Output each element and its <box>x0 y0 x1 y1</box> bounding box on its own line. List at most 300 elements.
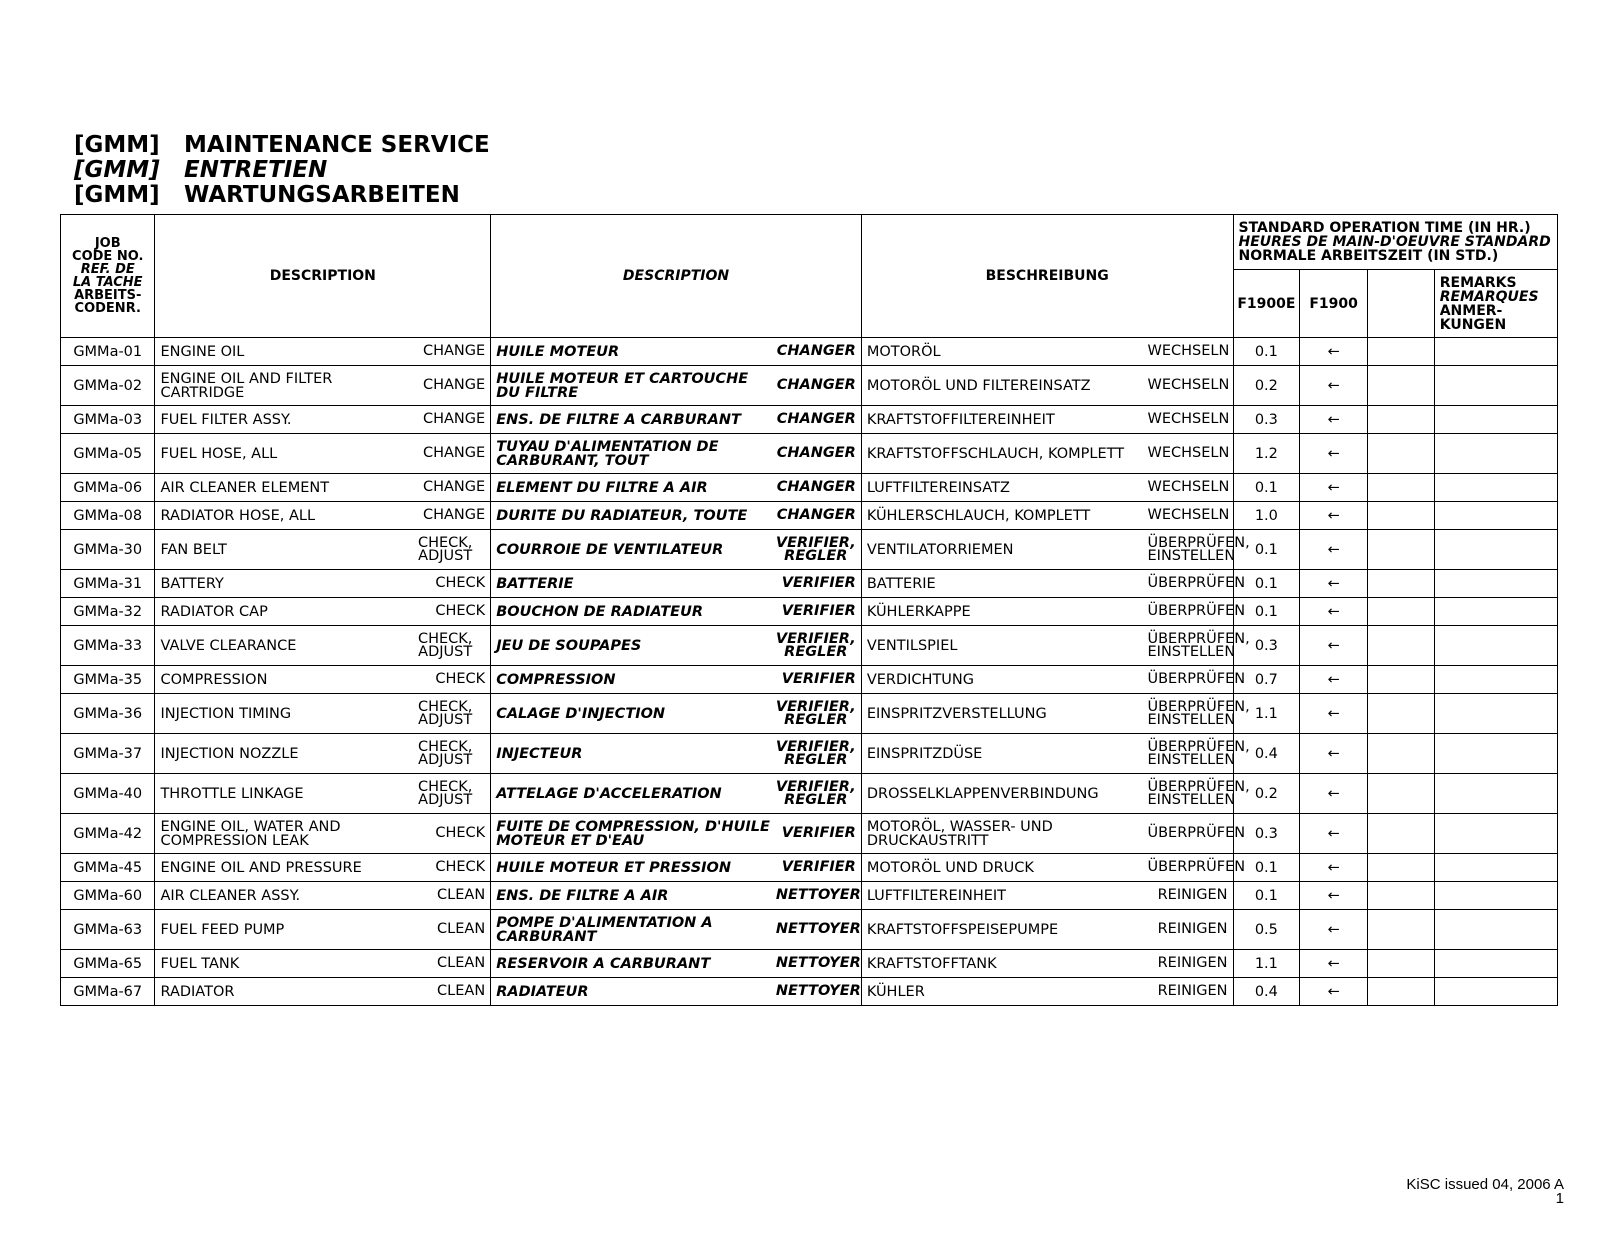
blank-cell <box>1367 978 1434 1006</box>
action-de: WECHSELN <box>1147 445 1230 461</box>
blank-cell <box>1367 854 1434 882</box>
desc-en-cell <box>155 694 491 734</box>
same-as-arrow-icon: ← <box>1300 694 1368 734</box>
desc-en-cell <box>155 338 491 366</box>
desc-fr: CALAGE D'INJECTION <box>496 705 666 722</box>
action-fr: VERIFIER, REGLER <box>775 698 856 728</box>
desc-de: KRAFTSTOFFTANK <box>866 955 997 972</box>
desc-fr-cell <box>491 406 862 434</box>
desc-de-cell <box>861 814 1246 854</box>
time-f1900e: 0.2 <box>1233 774 1300 814</box>
desc-en-cell <box>155 366 491 406</box>
action-fr: VERIFIER, REGLER <box>775 630 856 660</box>
desc-en: INJECTION NOZZLE <box>160 745 299 762</box>
table-row <box>61 406 1558 434</box>
action-fr: CHANGER <box>776 445 856 461</box>
table-row <box>61 502 1558 530</box>
action-fr: NETTOYER <box>775 983 861 999</box>
desc-fr-cell <box>491 598 862 626</box>
action-fr: VERIFIER <box>781 859 856 875</box>
desc-de: LUFTFILTEREINSATZ <box>866 479 1010 496</box>
time-f1900e: 0.3 <box>1233 406 1300 434</box>
table-row <box>61 882 1558 910</box>
desc-fr: ENS. DE FILTRE A AIR <box>496 887 669 904</box>
desc-en: RADIATOR <box>160 983 235 1000</box>
job-code: GMMa-32 <box>61 598 155 626</box>
remarks-cell <box>1434 626 1557 666</box>
action-en: CHANGE <box>422 507 486 523</box>
desc-en: ENGINE OIL <box>160 343 245 360</box>
desc-fr-cell <box>491 814 862 854</box>
action-fr: CHANGER <box>776 479 856 495</box>
maintenance-table <box>60 214 1558 1006</box>
desc-de: MOTORÖL UND FILTEREINSATZ <box>866 377 1091 394</box>
action-fr: VERIFIER <box>781 671 856 687</box>
desc-de-cell <box>861 694 1250 734</box>
desc-fr: INJECTEUR <box>496 745 583 762</box>
action-de: WECHSELN <box>1147 507 1230 523</box>
blank-cell <box>1367 406 1434 434</box>
job-code: GMMa-40 <box>61 774 155 814</box>
desc-fr: HUILE MOTEUR ET PRESSION <box>496 859 731 876</box>
desc-fr-cell <box>491 910 862 950</box>
job-code: GMMa-05 <box>61 434 155 474</box>
table-row <box>61 814 1558 854</box>
remarks-cell <box>1434 774 1557 814</box>
desc-en-cell <box>155 882 491 910</box>
desc-de: BATTERIE <box>866 575 936 592</box>
action-de: REINIGEN <box>1157 983 1228 999</box>
action-fr: VERIFIER <box>781 575 856 591</box>
desc-de-cell <box>861 734 1250 774</box>
time-f1900e: 0.4 <box>1233 734 1300 774</box>
page-number: 1 <box>1555 1190 1564 1207</box>
remarks-cell <box>1434 598 1557 626</box>
action-de: ÜBERPRÜFEN, EINSTELLEN <box>1147 534 1250 564</box>
action-fr: NETTOYER <box>775 921 861 937</box>
desc-fr: COMPRESSION <box>496 671 616 688</box>
action-en: CHECK, ADJUST <box>417 738 473 768</box>
desc-fr: DURITE DU RADIATEUR, TOUTE <box>496 507 748 524</box>
action-en: CHANGE <box>422 343 486 359</box>
desc-de: KRAFTSTOFFILTEREINHEIT <box>866 411 1055 428</box>
desc-fr: FUITE DE COMPRESSION, D'HUILE MOTEUR ET D'EAU <box>496 818 770 849</box>
same-as-arrow-icon: ← <box>1300 474 1368 502</box>
desc-de-cell <box>861 950 1233 978</box>
action-de: ÜBERPRÜFEN, EINSTELLEN <box>1147 630 1250 660</box>
title-text: ENTRETIEN <box>184 157 328 183</box>
time-f1900e: 0.3 <box>1233 626 1300 666</box>
time-f1900e: 1.2 <box>1233 434 1300 474</box>
blank-cell <box>1367 774 1434 814</box>
action-fr: VERIFIER, REGLER <box>775 778 856 808</box>
desc-fr-cell <box>491 366 862 406</box>
action-de: ÜBERPRÜFEN, EINSTELLEN <box>1147 698 1250 728</box>
blank-cell <box>1367 570 1434 598</box>
desc-fr: POMPE D'ALIMENTATION A CARBURANT <box>496 914 713 945</box>
time-f1900e: 0.1 <box>1233 854 1300 882</box>
remarks-cell <box>1434 570 1557 598</box>
table-row <box>61 774 1558 814</box>
header-remarks: REMARKS REMARQUES ANMER- KUNGEN <box>1434 270 1557 338</box>
desc-fr: BATTERIE <box>496 575 574 592</box>
desc-fr-cell <box>491 978 862 1006</box>
action-de: REINIGEN <box>1157 921 1228 937</box>
table-row <box>61 734 1558 774</box>
desc-en-cell <box>155 626 491 666</box>
desc-de-cell <box>861 366 1233 406</box>
desc-en: BATTERY <box>160 575 224 592</box>
desc-en-cell <box>155 854 491 882</box>
desc-fr-cell <box>491 338 862 366</box>
job-code: GMMa-03 <box>61 406 155 434</box>
header-desc-fr: DESCRIPTION <box>491 215 862 338</box>
same-as-arrow-icon: ← <box>1300 570 1368 598</box>
title-text: MAINTENANCE SERVICE <box>184 132 490 158</box>
action-fr: CHANGER <box>776 377 856 393</box>
job-code: GMMa-35 <box>61 666 155 694</box>
action-fr: VERIFIER, REGLER <box>775 534 856 564</box>
desc-de-cell <box>861 854 1246 882</box>
desc-fr: TUYAU D'ALIMENTATION DE CARBURANT, TOUT <box>496 438 719 469</box>
action-fr: CHANGER <box>776 411 856 427</box>
desc-fr-cell <box>491 570 862 598</box>
blank-cell <box>1367 474 1434 502</box>
action-en: CHECK <box>435 671 486 687</box>
table-row <box>61 950 1558 978</box>
remarks-cell <box>1434 978 1557 1006</box>
time-f1900e: 0.1 <box>1233 570 1300 598</box>
action-en: CHECK, ADJUST <box>417 698 473 728</box>
desc-fr: RESERVOIR A CARBURANT <box>496 955 711 972</box>
desc-fr: COURROIE DE VENTILATEUR <box>496 541 724 558</box>
table-row <box>61 978 1558 1006</box>
desc-de: EINSPRITZDÜSE <box>866 745 983 762</box>
blank-cell <box>1367 366 1434 406</box>
action-en: CHECK, ADJUST <box>417 630 473 660</box>
job-code: GMMa-08 <box>61 502 155 530</box>
desc-en: THROTTLE LINKAGE <box>160 785 304 802</box>
desc-fr-cell <box>491 502 862 530</box>
blank-cell <box>1367 882 1434 910</box>
action-fr: NETTOYER <box>775 887 861 903</box>
same-as-arrow-icon: ← <box>1300 366 1368 406</box>
action-en: CHECK <box>435 575 486 591</box>
header-job-code: JOB CODE NO. REF. DE LA TACHE ARBEITS- CODENR. <box>61 215 155 338</box>
table-row <box>61 474 1558 502</box>
desc-fr: ATTELAGE D'ACCELERATION <box>496 785 722 802</box>
title-code: [GMM] <box>74 132 160 158</box>
desc-de: KÜHLERSCHLAUCH, KOMPLETT <box>866 507 1091 524</box>
action-de: WECHSELN <box>1147 343 1230 359</box>
table-body <box>61 338 1558 1006</box>
blank-cell <box>1367 814 1434 854</box>
desc-de-cell <box>861 910 1233 950</box>
action-de: ÜBERPRÜFEN <box>1147 825 1246 841</box>
remarks-cell <box>1434 854 1557 882</box>
desc-en-cell <box>155 434 491 474</box>
blank-cell <box>1367 502 1434 530</box>
action-en: CLEAN <box>437 887 486 903</box>
job-code: GMMa-37 <box>61 734 155 774</box>
same-as-arrow-icon: ← <box>1300 882 1368 910</box>
time-f1900e: 0.4 <box>1233 978 1300 1006</box>
time-f1900e: 0.1 <box>1233 882 1300 910</box>
time-f1900e: 1.1 <box>1233 950 1300 978</box>
same-as-arrow-icon: ← <box>1300 950 1368 978</box>
table-row <box>61 338 1558 366</box>
job-code: GMMa-45 <box>61 854 155 882</box>
desc-fr-cell <box>491 950 862 978</box>
desc-de-cell <box>861 502 1233 530</box>
job-code: GMMa-06 <box>61 474 155 502</box>
desc-en: COMPRESSION <box>160 671 268 688</box>
action-de: REINIGEN <box>1157 955 1228 971</box>
action-fr: CHANGER <box>776 343 856 359</box>
action-en: CLEAN <box>437 955 486 971</box>
job-code: GMMa-01 <box>61 338 155 366</box>
time-f1900e: 0.1 <box>1233 598 1300 626</box>
desc-fr: JEU DE SOUPAPES <box>496 637 642 654</box>
time-f1900e: 0.3 <box>1233 814 1300 854</box>
time-f1900e: 0.7 <box>1233 666 1300 694</box>
job-code: GMMa-63 <box>61 910 155 950</box>
footer <box>1406 1178 1564 1206</box>
action-de: ÜBERPRÜFEN <box>1147 603 1246 619</box>
blank-cell <box>1367 694 1434 734</box>
table-row <box>61 854 1558 882</box>
time-f1900e: 0.5 <box>1233 910 1300 950</box>
desc-en-cell <box>155 978 491 1006</box>
table-row <box>61 598 1558 626</box>
remarks-cell <box>1434 734 1557 774</box>
remarks-cell <box>1434 406 1557 434</box>
desc-de: VERDICHTUNG <box>866 671 975 688</box>
header-f1900: F1900 <box>1300 270 1368 338</box>
remarks-cell <box>1434 814 1557 854</box>
action-de: WECHSELN <box>1147 411 1230 427</box>
desc-de: VENTILATORRIEMEN <box>866 541 1014 558</box>
blank-cell <box>1367 598 1434 626</box>
table-row <box>61 694 1558 734</box>
same-as-arrow-icon: ← <box>1300 338 1368 366</box>
desc-fr: HUILE MOTEUR ET CARTOUCHE DU FILTRE <box>496 370 749 401</box>
same-as-arrow-icon: ← <box>1300 774 1368 814</box>
blank-cell <box>1367 530 1434 570</box>
desc-en-cell <box>155 502 491 530</box>
desc-fr-cell <box>491 694 862 734</box>
same-as-arrow-icon: ← <box>1300 666 1368 694</box>
desc-de-cell <box>861 882 1233 910</box>
desc-fr-cell <box>491 530 862 570</box>
remarks-cell <box>1434 910 1557 950</box>
remarks-cell <box>1434 474 1557 502</box>
desc-fr-cell <box>491 474 862 502</box>
action-en: CHECK <box>435 825 486 841</box>
desc-de: EINSPRITZVERSTELLUNG <box>866 705 1047 722</box>
table-row <box>61 666 1558 694</box>
job-code: GMMa-60 <box>61 882 155 910</box>
desc-fr: ENS. DE FILTRE A CARBURANT <box>496 411 741 428</box>
desc-de: MOTORÖL UND DRUCK <box>866 859 1034 876</box>
same-as-arrow-icon: ← <box>1300 530 1368 570</box>
desc-de-cell <box>861 570 1246 598</box>
desc-de: DROSSELKLAPPENVERBINDUNG <box>866 785 1099 802</box>
desc-en: FUEL FILTER ASSY. <box>160 411 292 428</box>
action-fr: VERIFIER <box>781 603 856 619</box>
desc-en-cell <box>155 950 491 978</box>
action-de: WECHSELN <box>1147 377 1230 393</box>
action-en: CHECK <box>435 603 486 619</box>
desc-de-cell <box>861 598 1246 626</box>
blank-cell <box>1367 950 1434 978</box>
action-fr: VERIFIER, REGLER <box>775 738 856 768</box>
job-code: GMMa-36 <box>61 694 155 734</box>
blank-cell <box>1367 434 1434 474</box>
desc-de-cell <box>861 406 1233 434</box>
table-row <box>61 626 1558 666</box>
same-as-arrow-icon: ← <box>1300 854 1368 882</box>
header-standard-time: STANDARD OPERATION TIME (IN HR.) HEURES DE MAIN-D'OEUVRE STANDARD NORMALE ARBEITSZEIT (IN STD.) <box>1233 215 1558 270</box>
desc-en: AIR CLEANER ELEMENT <box>160 479 330 496</box>
same-as-arrow-icon: ← <box>1300 814 1368 854</box>
desc-en: VALVE CLEARANCE <box>160 637 297 654</box>
desc-fr-cell <box>491 854 862 882</box>
action-fr: VERIFIER <box>781 825 856 841</box>
desc-fr-cell <box>491 666 862 694</box>
desc-en-cell <box>155 666 491 694</box>
desc-de: KRAFTSTOFFSPEISEPUMPE <box>866 921 1059 938</box>
action-en: CHANGE <box>422 479 486 495</box>
table-row <box>61 434 1558 474</box>
desc-en-cell <box>155 774 491 814</box>
table-row <box>61 570 1558 598</box>
action-en: CLEAN <box>437 921 486 937</box>
job-code: GMMa-02 <box>61 366 155 406</box>
desc-en: AIR CLEANER ASSY. <box>160 887 301 904</box>
desc-en: ENGINE OIL AND PRESSURE <box>160 859 362 876</box>
blank-cell <box>1367 910 1434 950</box>
title-code: [GMM] <box>74 157 160 183</box>
desc-en: ENGINE OIL AND FILTER CARTRIDGE <box>160 370 333 401</box>
action-de: REINIGEN <box>1157 887 1228 903</box>
desc-fr: BOUCHON DE RADIATEUR <box>496 603 704 620</box>
desc-en: INJECTION TIMING <box>160 705 292 722</box>
remarks-cell <box>1434 882 1557 910</box>
desc-de-cell <box>861 530 1250 570</box>
desc-de: KÜHLER <box>866 983 925 1000</box>
action-en: CLEAN <box>437 983 486 999</box>
desc-de-cell <box>861 434 1233 474</box>
job-code: GMMa-33 <box>61 626 155 666</box>
table-row <box>61 530 1558 570</box>
desc-en: FUEL HOSE, ALL <box>160 445 278 462</box>
remarks-cell <box>1434 366 1557 406</box>
remarks-cell <box>1434 950 1557 978</box>
desc-fr-cell <box>491 774 862 814</box>
table-row <box>61 366 1558 406</box>
title-fr <box>74 158 490 183</box>
job-code: GMMa-31 <box>61 570 155 598</box>
desc-en-cell <box>155 474 491 502</box>
remarks-cell <box>1434 338 1557 366</box>
desc-fr-cell <box>491 434 862 474</box>
desc-en-cell <box>155 530 491 570</box>
action-en: CHECK, ADJUST <box>417 778 473 808</box>
title-en <box>74 133 490 158</box>
blank-cell <box>1367 734 1434 774</box>
same-as-arrow-icon: ← <box>1300 598 1368 626</box>
action-en: CHANGE <box>422 377 486 393</box>
table-row <box>61 910 1558 950</box>
time-f1900e: 0.1 <box>1233 530 1300 570</box>
desc-de: KÜHLERKAPPE <box>866 603 971 620</box>
issued-label: KiSC issued 04, 2006 A <box>1406 1176 1564 1193</box>
desc-fr: HUILE MOTEUR <box>496 343 620 360</box>
desc-en: FAN BELT <box>160 541 227 558</box>
blank-cell <box>1367 666 1434 694</box>
title-code: [GMM] <box>74 182 160 208</box>
desc-en-cell <box>155 570 491 598</box>
action-en: CHANGE <box>422 411 486 427</box>
remarks-cell <box>1434 434 1557 474</box>
time-f1900e: 1.1 <box>1233 694 1300 734</box>
desc-en: RADIATOR HOSE, ALL <box>160 507 316 524</box>
title-de <box>74 183 490 208</box>
job-code: GMMa-42 <box>61 814 155 854</box>
same-as-arrow-icon: ← <box>1300 626 1368 666</box>
action-fr: CHANGER <box>776 507 856 523</box>
desc-en: FUEL FEED PUMP <box>160 921 285 938</box>
desc-de: KRAFTSTOFFSCHLAUCH, KOMPLETT <box>866 445 1125 462</box>
desc-en: FUEL TANK <box>160 955 240 972</box>
desc-fr-cell <box>491 734 862 774</box>
title-block <box>74 133 490 208</box>
action-de: ÜBERPRÜFEN, EINSTELLEN <box>1147 778 1250 808</box>
desc-fr-cell <box>491 882 862 910</box>
action-fr: NETTOYER <box>775 955 861 971</box>
remarks-cell <box>1434 530 1557 570</box>
title-text: WARTUNGSARBEITEN <box>184 182 460 208</box>
remarks-cell <box>1434 502 1557 530</box>
action-de: ÜBERPRÜFEN <box>1147 575 1246 591</box>
action-de: ÜBERPRÜFEN <box>1147 859 1246 875</box>
time-f1900e: 0.1 <box>1233 474 1300 502</box>
desc-de: MOTORÖL <box>866 343 941 360</box>
desc-de-cell <box>861 978 1233 1006</box>
desc-de-cell <box>861 338 1233 366</box>
desc-en: RADIATOR CAP <box>160 603 268 620</box>
desc-de: LUFTFILTEREINHEIT <box>866 887 1007 904</box>
desc-en-cell <box>155 406 491 434</box>
desc-en-cell <box>155 814 491 854</box>
desc-de-cell <box>861 626 1250 666</box>
same-as-arrow-icon: ← <box>1300 734 1368 774</box>
desc-fr: RADIATEUR <box>496 983 589 1000</box>
desc-en-cell <box>155 734 491 774</box>
action-de: WECHSELN <box>1147 479 1230 495</box>
action-de: ÜBERPRÜFEN <box>1147 671 1246 687</box>
action-de: ÜBERPRÜFEN, EINSTELLEN <box>1147 738 1250 768</box>
remarks-cell <box>1434 666 1557 694</box>
desc-fr: ELEMENT DU FILTRE A AIR <box>496 479 708 496</box>
header-desc-en: DESCRIPTION <box>155 215 491 338</box>
header-f1900e: F1900E <box>1233 270 1300 338</box>
action-en: CHECK <box>435 859 486 875</box>
desc-de-cell <box>861 666 1246 694</box>
desc-en: ENGINE OIL, WATER AND COMPRESSION LEAK <box>160 818 341 849</box>
same-as-arrow-icon: ← <box>1300 910 1368 950</box>
